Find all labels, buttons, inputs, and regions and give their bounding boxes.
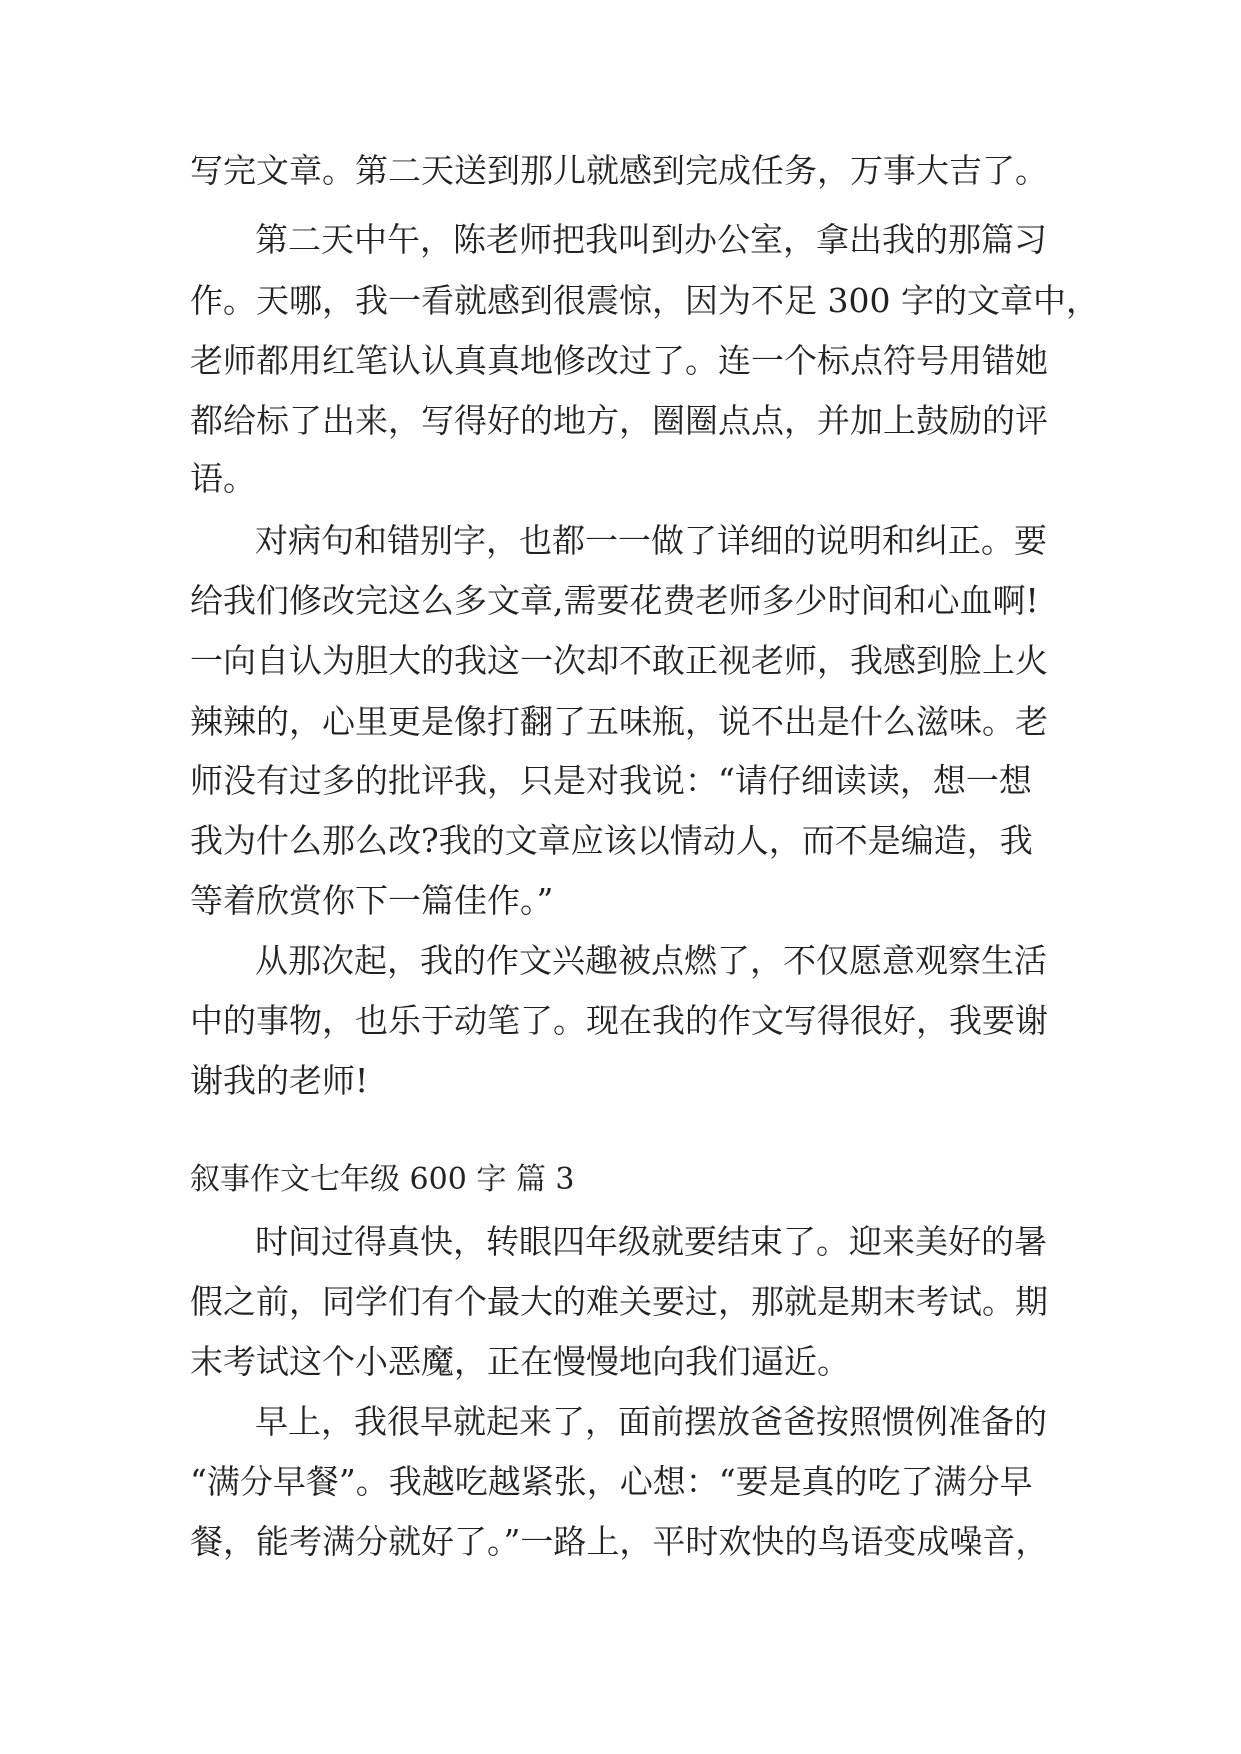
paragraph-line: 老师都用红笔认认真真地修改过了。连一个标点符号用错她 <box>190 341 1048 380</box>
paragraph-line: 谢我的老师! <box>190 1061 369 1100</box>
paragraph-line: 对病句和错别字，也都一一做了详细的说明和纠正。要 <box>255 521 1047 560</box>
paragraph-line: 餐，能考满分就好了。”一路上，平时欢快的鸟语变成噪音， <box>190 1522 1049 1561</box>
paragraph-line: 我为什么那么改?我的文章应该以情动人，而不是编造，我 <box>190 821 1033 860</box>
paragraph-line: 写完文章。第二天送到那儿就感到完成任务，万事大吉了。 <box>190 151 1048 190</box>
paragraph-line: 末考试这个小恶魔，正在慢慢地向我们逼近。 <box>190 1342 850 1381</box>
paragraph-line: 早上，我很早就起来了，面前摆放爸爸按照惯例准备的 <box>255 1402 1047 1441</box>
paragraph-line: 辣辣的，心里更是像打翻了五味瓶，说不出是什么滋味。老 <box>190 702 1048 741</box>
paragraph-line: 假之前，同学们有个最大的难关要过，那就是期末考试。期 <box>190 1282 1048 1321</box>
paragraph-line: 时间过得真快，转眼四年级就要结束了。迎来美好的暑 <box>255 1222 1047 1261</box>
paragraph-line: 第二天中午，陈老师把我叫到办公室，拿出我的那篇习 <box>255 220 1047 259</box>
paragraph-line: 一向自认为胆大的我这一次却不敢正视老师，我感到脸上火 <box>190 641 1048 680</box>
paragraph-line: 作。天哪，我一看就感到很震惊，因为不足 300 字的文章中， <box>190 281 1099 320</box>
paragraph-line: 给我们修改完这么多文章,需要花费老师多少时间和心血啊! <box>190 581 1039 620</box>
paragraph-line: 等着欣赏你下一篇佳作。” <box>190 881 554 920</box>
paragraph-line: 语。 <box>190 459 256 498</box>
section-heading: 叙事作文七年级 600 字 篇 3 <box>190 1162 575 1197</box>
paragraph-line: 都给标了出来，写得好的地方，圈圈点点，并加上鼓励的评 <box>190 401 1048 440</box>
paragraph-line: 师没有过多的批评我，只是对我说：“请仔细读读，想一想 <box>190 761 1032 800</box>
paragraph-line: 中的事物，也乐于动笔了。现在我的作文写得很好，我要谢 <box>190 1001 1048 1040</box>
paragraph-line: 从那次起，我的作文兴趣被点燃了，不仅愿意观察生活 <box>255 941 1047 980</box>
paragraph-line: “满分早餐”。我越吃越紧张，心想：“要是真的吃了满分早 <box>190 1462 1033 1501</box>
